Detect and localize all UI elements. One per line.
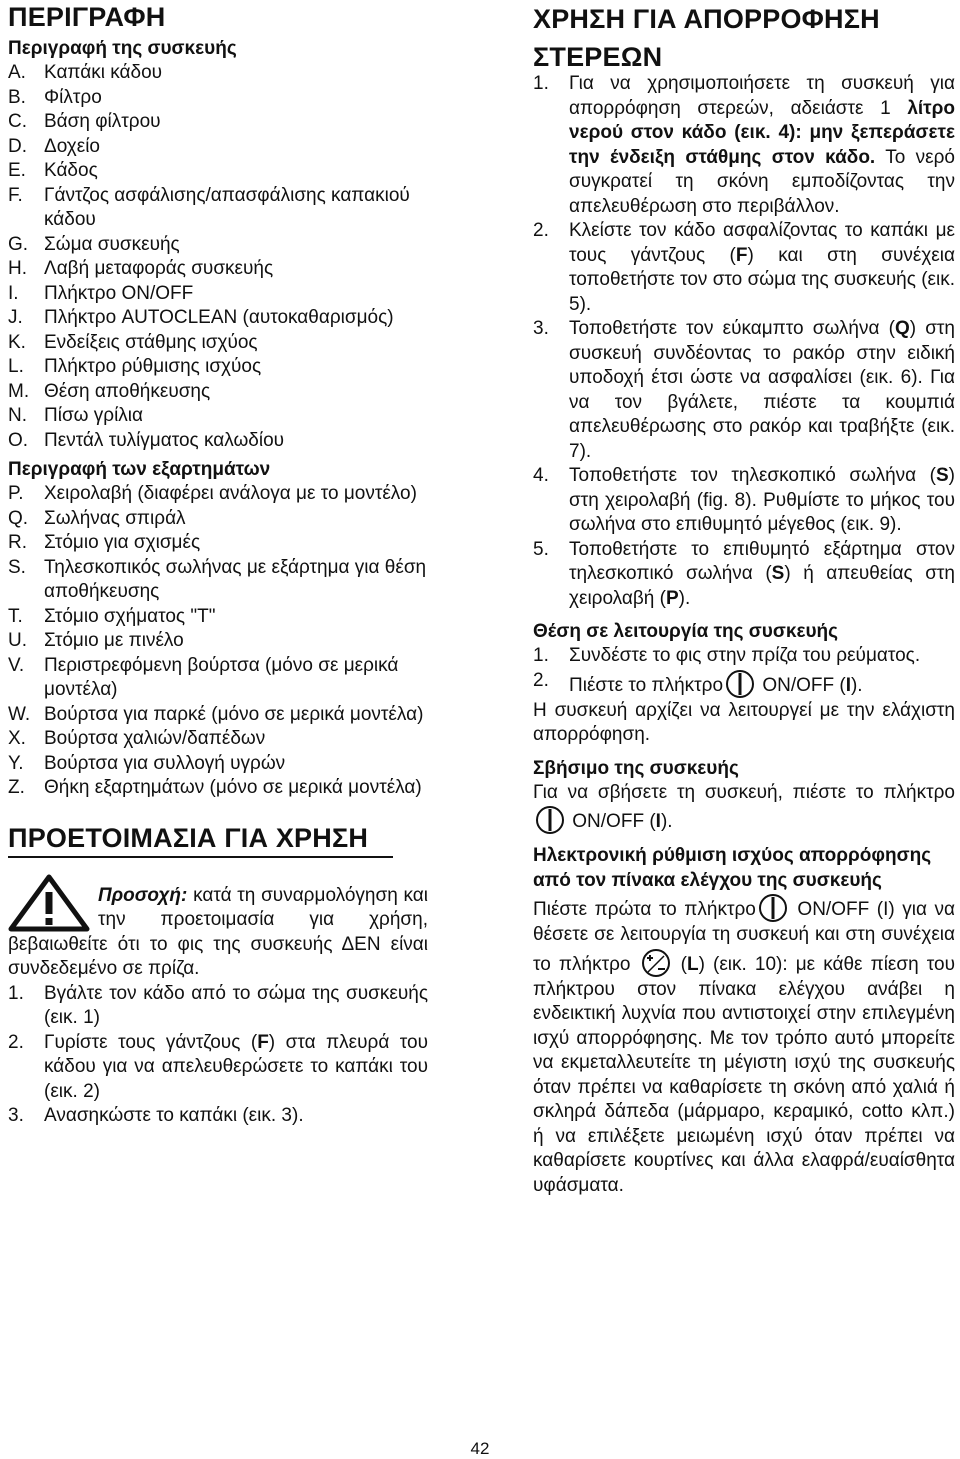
list-item	[8, 331, 428, 356]
list-item	[8, 135, 428, 160]
warning-label: Προσοχή:	[98, 884, 188, 906]
list-item-text: Στόμιο για σχισμές	[44, 532, 201, 553]
list-item-key: H.	[8, 258, 27, 279]
step-number: 2.	[533, 220, 549, 241]
page-number: 42	[470, 1439, 490, 1458]
step-text: Ανασηκώστε το καπάκι (εικ. 3).	[44, 1105, 304, 1126]
power-adjust-icon	[639, 948, 673, 978]
list-item-text: Θέση αποθήκευσης	[44, 380, 211, 402]
list-item-key: Q.	[8, 507, 29, 529]
text-part: (	[672, 953, 687, 975]
list-item	[8, 184, 428, 233]
list-item-text: Λαβή μεταφοράς συσκευής	[44, 258, 274, 279]
left-column	[8, 0, 428, 1129]
text-ref: I	[655, 811, 661, 832]
list-item-text: Ενδείξεις στάθμης ισχύος	[44, 331, 258, 353]
list-item	[8, 752, 428, 777]
list-item	[8, 404, 428, 429]
power-button-icon	[756, 893, 790, 923]
list-item	[8, 282, 428, 307]
switch-off-heading: Σβήσιμο της συσκευής	[533, 757, 739, 779]
list-item	[8, 776, 428, 801]
list-item-text: Πλήκτρο ON/OFF	[44, 282, 194, 304]
list-item-key: F.	[8, 184, 23, 206]
list-item-text: Πλήκτρο ρύθμισης ισχύος	[44, 356, 262, 377]
warning-triangle-icon	[8, 874, 90, 932]
list-item-text: Τηλεσκοπικός σωλήνας με εξάρτημα για θέση αποθήκευσης	[44, 556, 427, 602]
step-text: Συνδέστε το φις στην πρίζα του ρεύματος.	[569, 645, 921, 666]
switch-on-step-2	[533, 669, 955, 699]
power-button-icon	[723, 669, 757, 699]
step-text: Για να χρησιμοποιήσετε τη συσκευή για απορρόφηση στερεών, αδειάστε 1	[569, 73, 955, 119]
electronic-power-text	[533, 893, 955, 1198]
list-item-text: Σώμα συσκευής	[44, 233, 180, 255]
list-item-text: Στόμιο με πινέλο	[44, 630, 184, 651]
list-item-key: X.	[8, 728, 26, 749]
list-item-key: R.	[8, 532, 27, 553]
step-text: Κλείστε τον κάδο ασφαλίζοντας το καπάκι με τους γάντζους (	[569, 220, 955, 266]
text-ref: L	[686, 953, 699, 975]
right-column	[533, 0, 955, 1198]
list-item-key: E.	[8, 160, 26, 181]
list-item-key: C.	[8, 111, 27, 132]
switch-on-step-1	[533, 644, 955, 669]
list-item-key: Y.	[8, 752, 24, 774]
step-text: Βγάλτε τον κάδο από το σώμα της συσκευής (εικ. 1)	[44, 982, 428, 1028]
step-2	[533, 219, 955, 317]
step-text: ) ή απευθείας στη χειρολαβή (	[569, 563, 955, 609]
list-item-text: Πίσω γρίλια	[44, 405, 144, 426]
step-text: ) στη χειρολαβή (fig. 8). Ρυθμίστε το μήκος του σωλήνα στο επιθυμητό μέγεθος (εικ. 9).	[569, 465, 955, 535]
step-1	[533, 72, 955, 219]
list-item-key: U.	[8, 630, 27, 651]
list-item	[8, 159, 428, 184]
step-bold-text: λίτρο νερού στον κάδο (εικ. 4): μην ξεπεράσετε την ένδειξη στάθμης στον κάδο.	[569, 97, 955, 168]
preparation-step	[8, 982, 428, 1031]
switch-on-heading: Θέση σε λειτουργία της συσκευής	[533, 621, 839, 642]
device-description-heading: Περιγραφή της συσκευής	[8, 38, 237, 59]
text-part: ).	[660, 811, 673, 832]
preparation-steps	[8, 982, 428, 1129]
step-text: Τοποθετήστε τον τηλεσκοπικό σωλήνα (	[569, 465, 936, 486]
step-ref: F	[257, 1031, 269, 1053]
list-item-key: A.	[8, 62, 26, 83]
step-text: ) και στη συνέχεια τοποθετήστε τον στο σώμα της συσκευής (εικ. 5).	[569, 244, 955, 315]
step-text: ON/OFF (	[757, 674, 846, 696]
list-item-text: Βάση φίλτρου	[44, 111, 161, 132]
step-ref: S	[771, 563, 785, 584]
list-item	[8, 654, 428, 703]
list-item	[8, 556, 428, 605]
list-item-text: Περιστρεφόμενη βούρτσα (μόνο σε μερικά μοντέλα)	[44, 654, 399, 700]
list-item-key: Z.	[8, 777, 25, 798]
step-text: Τοποθετήστε τον εύκαμπτο σωλήνα (	[569, 318, 895, 339]
step-text: Το νερό συγκρατεί τη σκόνη εμποδίζοντας την απελευθέρωση στο περιβάλλον.	[569, 146, 955, 217]
description-title: ΠΕΡΙΓΡΑΦΗ	[8, 2, 166, 32]
list-item-key: G.	[8, 233, 29, 255]
power-button-icon	[533, 805, 567, 835]
step-ref: I	[845, 674, 851, 696]
list-item-key: N.	[8, 405, 27, 426]
step-4	[533, 464, 955, 538]
list-item-text: Κάδος	[44, 160, 98, 181]
preparation-step	[8, 1031, 428, 1105]
list-item-text: Βούρτσα για συλλογή υγρών	[44, 752, 286, 774]
switch-off-text	[533, 781, 955, 836]
list-item-key: O.	[8, 429, 29, 451]
list-item-key: P.	[8, 483, 24, 504]
switch-on-note: Η συσκευή αρχίζει να λειτουργεί με την ελάχιστη απορρόφηση.	[533, 699, 955, 745]
list-item-key: W.	[8, 703, 31, 725]
list-item-key: J.	[8, 307, 23, 328]
step-number: 3.	[533, 318, 549, 339]
accessories-list	[8, 482, 428, 801]
list-item	[8, 306, 428, 331]
list-item-key: B.	[8, 86, 26, 108]
list-item	[8, 605, 428, 630]
step-text: Πιέστε το πλήκτρο	[569, 674, 724, 696]
text-part: ON/OFF (I) για να θέσετε σε λειτουργία τη συσκευή και στη συνέχεια το πλήκτρο	[533, 899, 955, 975]
list-item	[8, 629, 428, 654]
list-item-key: D.	[8, 135, 27, 157]
step-text: ).	[850, 674, 863, 696]
solids-usage-steps	[533, 72, 955, 611]
text-part: Πιέστε πρώτα το πλήκτρο	[533, 899, 756, 920]
list-item-text: Πλήκτρο AUTOCLEAN (αυτοκαθαρισμός)	[44, 307, 394, 328]
list-item	[8, 531, 428, 556]
list-item	[8, 727, 428, 752]
list-item-key: L.	[8, 356, 24, 377]
switch-on-steps	[533, 644, 955, 699]
step-number: 1.	[533, 645, 549, 666]
list-item-key: T.	[8, 605, 23, 627]
step-text: Γυρίστε τους γάντζους (	[44, 1031, 258, 1053]
list-item	[8, 233, 428, 258]
list-item-key: V.	[8, 654, 25, 676]
step-text: Τοποθετήστε το επιθυμητό εξάρτημα στον τηλεσκοπικό σωλήνα (	[569, 538, 955, 584]
step-number: 1.	[8, 982, 24, 1004]
solids-usage-title: ΧΡΗΣΗ ΓΙΑ ΑΠΟΡΡΟΦΗΣΗ ΣΤΕΡΕΩΝ	[533, 4, 880, 72]
step-ref: P	[665, 587, 679, 609]
step-number: 2.	[8, 1031, 24, 1053]
list-item	[8, 482, 428, 507]
step-number: 2.	[533, 669, 549, 691]
list-item	[8, 257, 428, 282]
list-item	[8, 380, 428, 405]
list-item-text: Καπάκι κάδου	[44, 62, 163, 83]
step-text: ) στα πλευρά του κάδου για να απελευθερώσετε το καπάκι του (εικ. 2)	[44, 1031, 428, 1102]
step-ref: F	[735, 244, 748, 266]
list-item	[8, 703, 428, 728]
preparation-step	[8, 1104, 428, 1129]
list-item-key: M.	[8, 380, 30, 402]
step-number: 3.	[8, 1105, 24, 1126]
step-5	[533, 538, 955, 612]
step-ref: S	[935, 465, 949, 486]
list-item-text: Βούρτσα χαλιών/δαπέδων	[44, 728, 266, 749]
list-item-text: Χειρολαβή (διαφέρει ανάλογα με το μοντέλο)	[44, 483, 417, 504]
warning-body: κατά τη συναρμολόγηση και την προετοιμασία για χρήση, βεβαιωθείτε ότι το φις της συσκευής ΔΕΝ είναι συνδεδεμένο σε πρίζα.	[8, 884, 428, 979]
text-part: ) (εικ. 10): με κάθε πίεση του πλήκτρου στον πίνακα ελέγχου ανάβει η ενδεικτική λυχνία που αντιστοιχεί στην επιλεγμένη ισχύ απορρόφησης. Με τον τρόπο αυτό μπορείτε να εκμεταλλευτείτε τη μέγιστη ισχύ της συσκευής όταν πρέπει να καθαρίσετε τη σκόνη από χαλιά ή σκληρά δάπεδα (μάρμαρο, κεραμικό, cotto κλπ.) ή να επιλέξετε μειωμένη ισχύ όταν πρέπει να καθαρίσετε κουρτίνες και άλλα ελαφρά/ευαίσθητα υφάσματα.	[533, 953, 955, 1196]
list-item-key: K.	[8, 331, 26, 353]
step-number: 1.	[533, 73, 549, 94]
device-parts-list	[8, 61, 428, 453]
step-3	[533, 317, 955, 464]
list-item-text: Γάντζος ασφάλισης/απασφάλισης καπακιού κάδου	[44, 184, 410, 230]
step-ref: Q	[894, 318, 910, 339]
list-item-text: Πεντάλ τυλίγματος καλωδίου	[44, 429, 285, 451]
list-item	[8, 110, 428, 135]
text-part: ON/OFF (	[567, 811, 656, 832]
list-item-text: Δοχείο	[44, 135, 100, 157]
list-item-text: Σωλήνας σπιράλ	[44, 507, 186, 529]
list-item-text: Στόμιο σχήματος "T"	[44, 605, 216, 627]
list-item	[8, 507, 428, 532]
list-item-text: Βούρτσα για παρκέ (μόνο σε μερικά μοντέλα)	[44, 703, 424, 725]
step-text: ).	[678, 587, 691, 609]
accessories-description-heading: Περιγραφή των εξαρτημάτων	[8, 459, 271, 480]
list-item	[8, 61, 428, 86]
step-number: 5.	[533, 538, 549, 560]
preparation-title: ΠΡΟΕΤΟΙΜΑΣΙΑ ΓΙΑ ΧΡΗΣΗ	[8, 821, 393, 858]
step-number: 4.	[533, 465, 549, 486]
text-part: Για να σβήσετε τη συσκευή, πιέστε το πλήκτρο	[533, 781, 955, 803]
warning-block	[8, 870, 428, 982]
list-item	[8, 429, 428, 454]
electronic-power-heading: Ηλεκτρονική ρύθμιση ισχύος απορρόφησης από τον πίνακα ελέγχου της συσκευής	[533, 845, 932, 891]
list-item	[8, 355, 428, 380]
list-item-key: S.	[8, 556, 26, 578]
list-item	[8, 86, 428, 111]
list-item-text: Θήκη εξαρτημάτων (μόνο σε μερικά μοντέλα)	[44, 777, 422, 798]
list-item-key: I.	[8, 282, 19, 304]
list-item-text: Φίλτρο	[44, 86, 102, 108]
step-text: ) στη συσκευή συνδέοντας το ρακόρ στην ειδική υποδοχή έτσι ώστε να ασφαλίσει (εικ. 6). Για να τον βγάλετε, πιέστε τα κουμπιά απελευθέρωσης στο ρακόρ και τραβήξτε (εικ. 7).	[569, 318, 955, 462]
